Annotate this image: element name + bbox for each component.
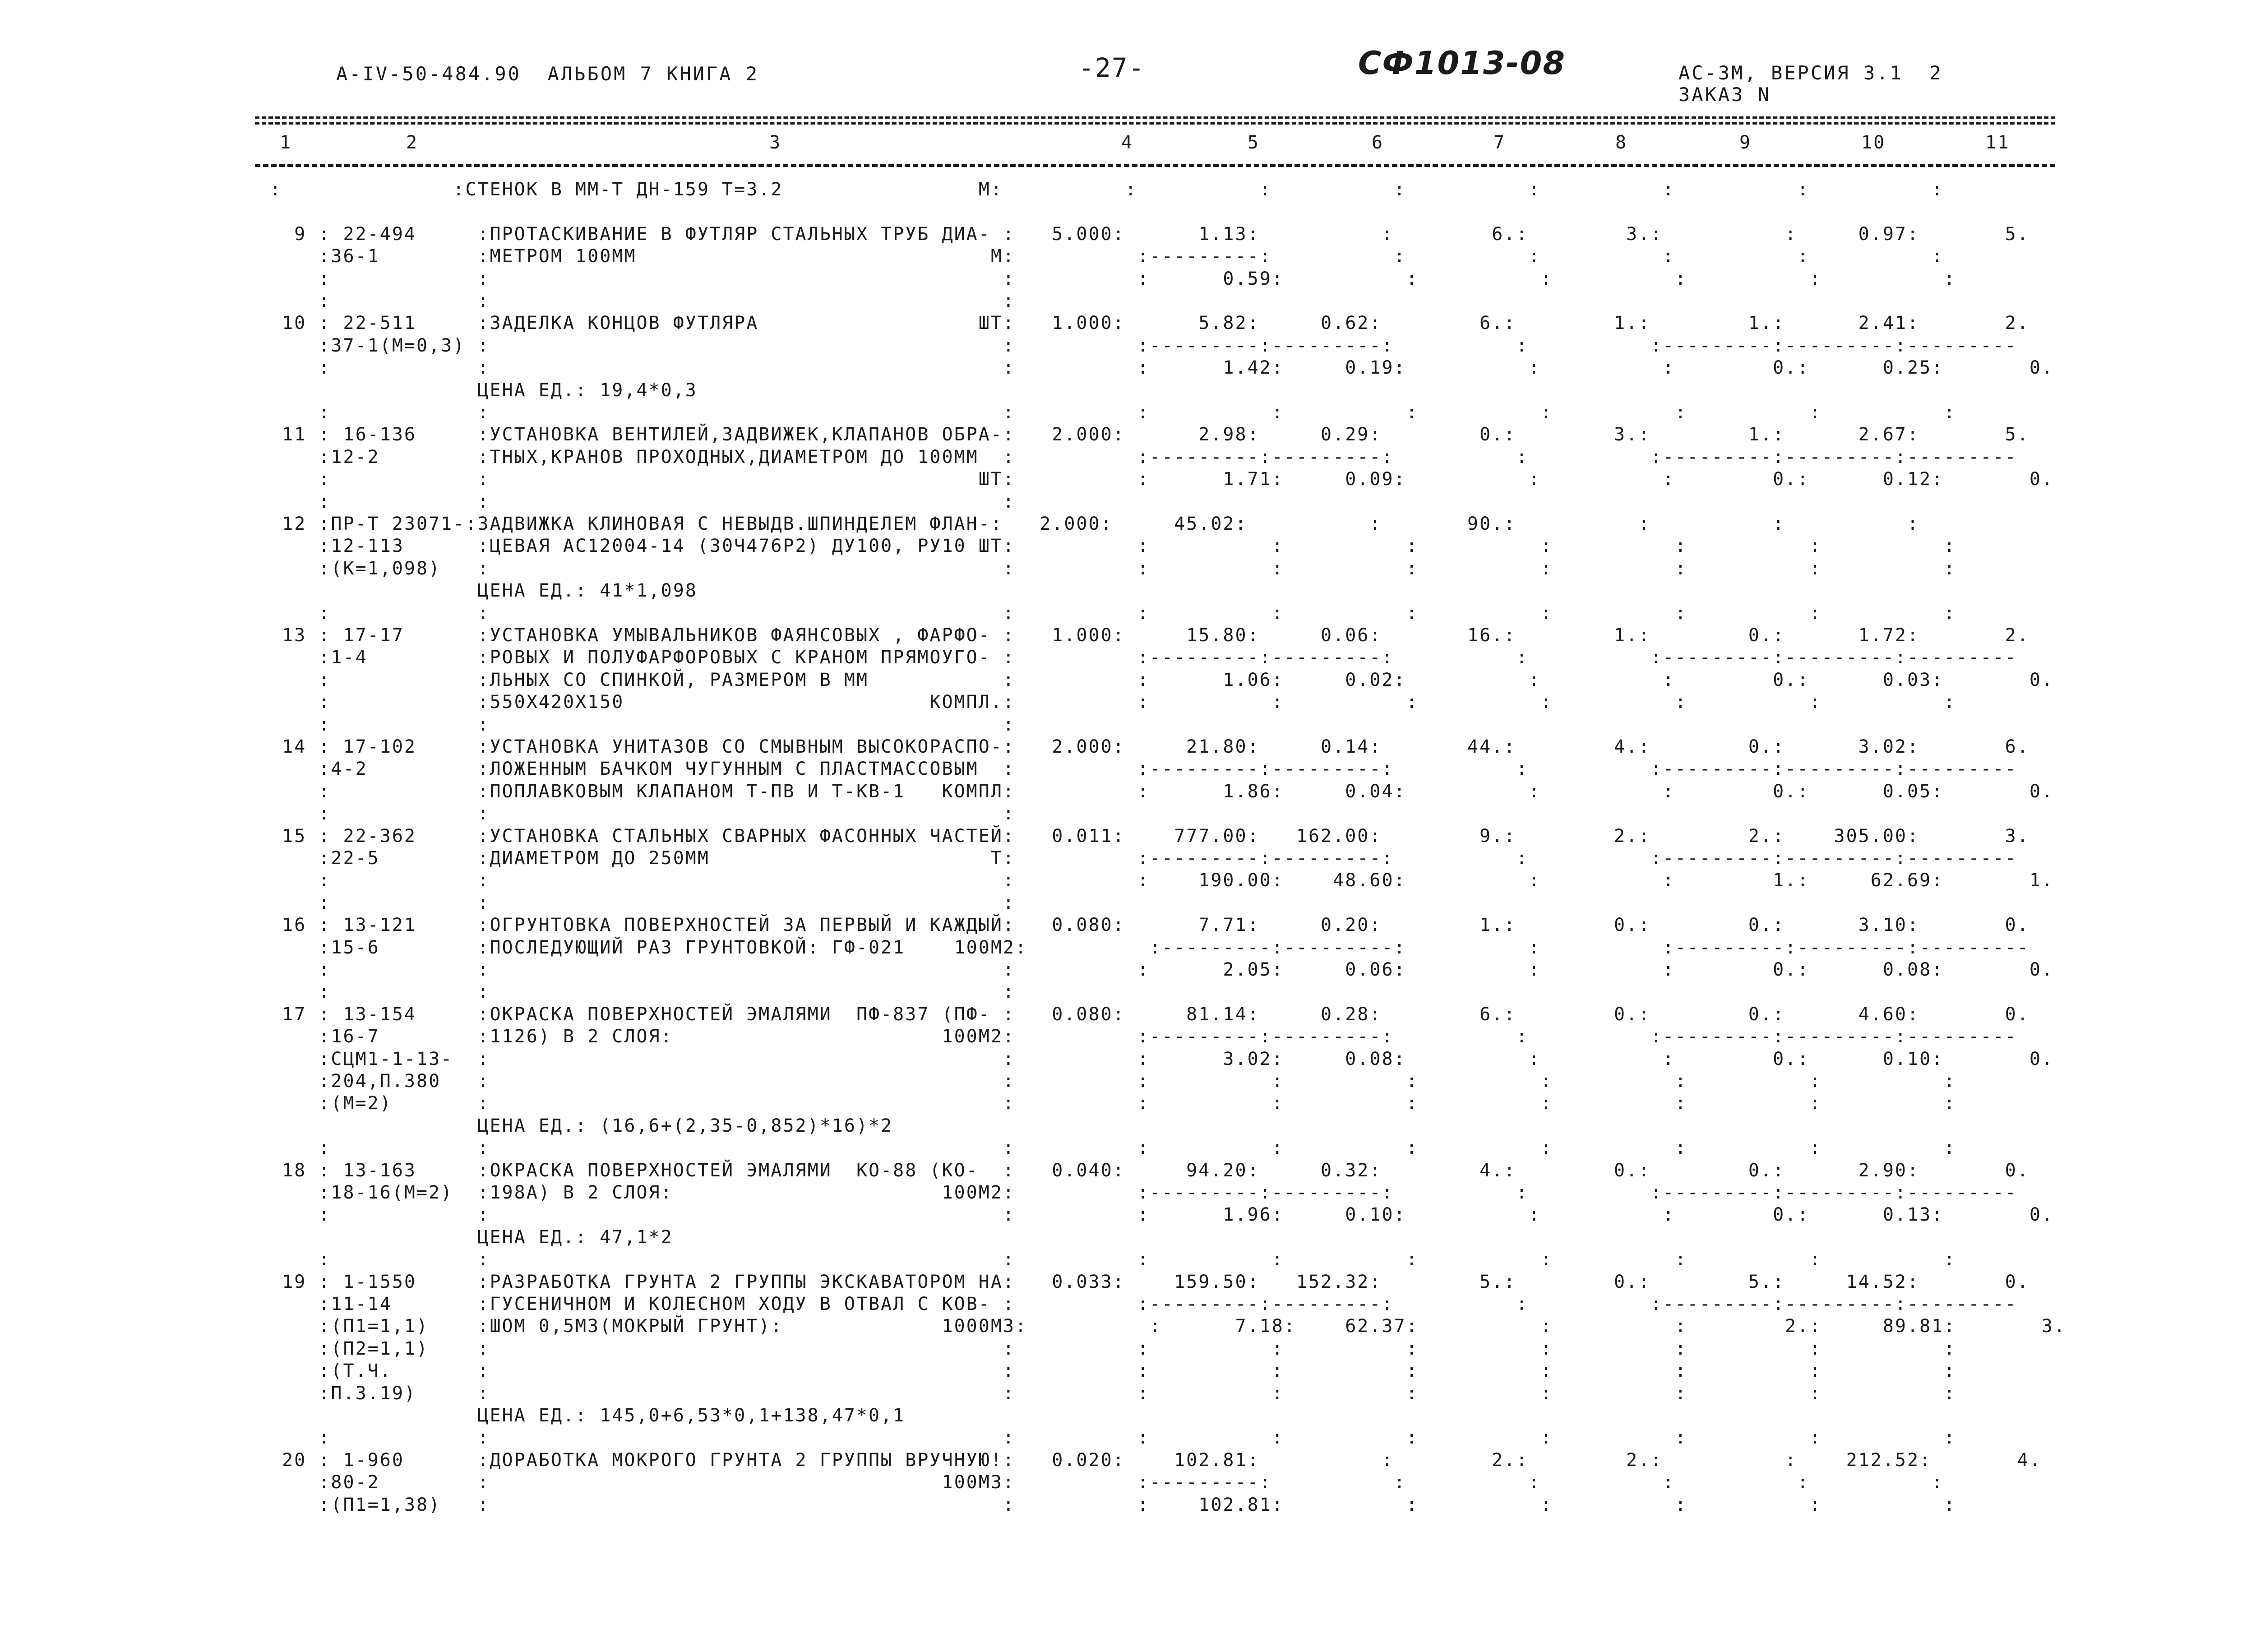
- table-line: :36-1 :МЕТРОМ 100ММ M: :---------: : : : : :: [270, 246, 1944, 267]
- col-header-4: 4: [1121, 132, 1134, 153]
- table-line: : : : : 0.59: : : : : :: [270, 268, 1956, 289]
- table-line: 20 : 1-960 :ДОРАБОТКА МОКРОГО ГРУНТА 2 ГРУППЫ ВРУЧНУЮ!: 0.020: 102.81: : 2.: 2.: : 212.52: 4.: [270, 1450, 2042, 1471]
- handwritten-stamp: СФ1013-08: [1358, 45, 1566, 82]
- table-line: 19 : 1-1550 :РАЗРАБОТКА ГРУНТА 2 ГРУППЫ ЭКСКАВАТОРОМ НА: 0.033: 159.50: 152.32: 5.: 0.: 5.: 14.52: 0.: [270, 1272, 2029, 1292]
- table-line: : : :: [270, 714, 1016, 735]
- table-line: 9 : 22-494 :ПРОТАСКИВАНИЕ В ФУТЛЯР СТАЛЬНЫХ ТРУБ ДИА- : 5.000: 1.13: : 6.: 3.: : 0.97: 5.: [270, 224, 2029, 245]
- col-header-7: 7: [1493, 132, 1506, 153]
- page-number: -27-: [1078, 52, 1145, 83]
- table-line: :1-4 :РОВЫХ И ПОЛУФАРФОРОВЫХ С КРАНОМ ПРЯМОУГО- : :---------:---------: : :---------:---------:---------: [270, 647, 2017, 668]
- table-line: : : ШТ: : 1.71: 0.09: : : 0.: 0.12: 0.: [270, 469, 2054, 490]
- table-line: : : : : 190.00: 48.60: : : 1.: 62.69: 1.: [270, 870, 2054, 891]
- table-line: :(К=1,098) : : : : : : : : :: [270, 558, 1956, 579]
- table-line: : : : : : : : : : :: [270, 1138, 1956, 1158]
- table-line: : : : : 1.42: 0.19: : : 0.: 0.25: 0.: [270, 357, 2054, 378]
- table-line: :22-5 :ДИАМЕТРОМ ДО 250ММ Т: :---------:---------: : :---------:---------:---------: [270, 848, 2017, 869]
- col-header-1: 1: [280, 132, 292, 153]
- col-header-9: 9: [1739, 132, 1752, 153]
- table-line: : :ЛЬНЫХ СО СПИНКОЙ, РАЗМЕРОМ В ММ : : 1.06: 0.02: : : 0.: 0.03: 0.: [270, 670, 2054, 690]
- table-line: : : : : : : : : : :: [270, 402, 1956, 423]
- table-line: : :ПОПЛАВКОВЫМ КЛАПАНОМ Т-ПВ И Т-КВ-1 КОМПЛ: : 1.86: 0.04: : : 0.: 0.05: 0.: [270, 781, 2054, 802]
- table-line: :(П2=1,1) : : : : : : : : :: [270, 1338, 1956, 1359]
- col-header-10: 10: [1861, 132, 1886, 153]
- table-line: : : :: [270, 491, 1016, 512]
- table-line: :37-1(М=0,3) : : :---------:---------: : :---------:---------:---------: [270, 335, 2017, 356]
- table-line: ЦЕНА ЕД.: 145,0+6,53*0,1+138,47*0,1: [270, 1405, 906, 1426]
- table-line: :12-2 :ТНЫХ,КРАНОВ ПРОХОДНЫХ,ДИАМЕТРОМ ДО 100ММ : :---------:---------: : :---------:---------:---------: [270, 447, 2017, 467]
- table-line: : : :: [270, 893, 1016, 913]
- table-line: : : : : : : : : : :: [270, 1427, 1956, 1448]
- table-line: : : : : : : : : : :: [270, 603, 1956, 624]
- table-line: : : : : 1.96: 0.10: : : 0.: 0.13: 0.: [270, 1204, 2054, 1225]
- table-line: 11 : 16-136 :УСТАНОВКА ВЕНТИЛЕЙ,ЗАДВИЖЕК,КЛАПАНОВ ОБРА-: 2.000: 2.98: 0.29: 0.: 3.: 1.: 2.67: 5.: [270, 424, 2029, 445]
- table-line: :(П1=1,1) :ШОМ 0,5М3(МОКРЫЙ ГРУНТ): 1000М3: : 7.18: 62.37: : : 2.: 89.81: 3.: [270, 1316, 2066, 1337]
- col-header-6: 6: [1372, 132, 1384, 153]
- table-line: :(М=2) : : : : : : : : :: [270, 1093, 1956, 1114]
- table-line: :12-113 :ЦЕВАЯ АС12004-14 (30Ч476Р2) ДУ100, РУ10 ШТ: : : : : : : :: [270, 536, 1956, 556]
- col-header-3: 3: [769, 132, 782, 153]
- col-header-8: 8: [1615, 132, 1628, 153]
- table-line: :П.3.19) : : : : : : : : :: [270, 1383, 1956, 1404]
- table-line: ЦЕНА ЕД.: 47,1*2: [270, 1227, 673, 1248]
- table-line: : : :: [270, 291, 1016, 311]
- table-line: : : : : 2.05: 0.06: : : 0.: 0.08: 0.: [270, 959, 2054, 980]
- table-line: : :550Х420Х150 КОМПЛ.: : : : : : : :: [270, 692, 1956, 713]
- table-line: : :СТЕНОК В ММ-Т ДН-159 Т=3.2 M: : : : : : : :: [270, 179, 1944, 200]
- table-line: : : :: [270, 981, 1016, 1002]
- table-line: :18-16(М=2) :198А) В 2 СЛОЯ: 100М2: :---------:---------: : :---------:---------:---------: [270, 1182, 2017, 1203]
- table-line: 14 : 17-102 :УСТАНОВКА УНИТАЗОВ СО СМЫВНЫМ ВЫСОКОРАСПО-: 2.000: 21.80: 0.14: 44.: 4.: 0.: 3.02: 6.: [270, 736, 2029, 757]
- table-line: :204,П.380 : : : : : : : : :: [270, 1071, 1956, 1092]
- table-line: : : :: [270, 803, 1016, 824]
- col-header-5: 5: [1248, 132, 1260, 153]
- order-number: ЗАКАЗ N: [1678, 83, 1771, 106]
- table-line: ЦЕНА ЕД.: (16,6+(2,35-0,852)*16)*2: [270, 1115, 893, 1136]
- table-line: 16 : 13-121 :ОГРУНТОВКА ПОВЕРХНОСТЕЙ ЗА ПЕРВЫЙ И КАЖДЫЙ: 0.080: 7.71: 0.20: 1.: 0.: 0.: 3.10: 0.: [270, 915, 2029, 935]
- table-line: 15 : 22-362 :УСТАНОВКА СТАЛЬНЫХ СВАРНЫХ ФАСОННЫХ ЧАСТЕЙ: 0.011: 777.00: 162.00: 9.: 2.: 2.: 305.00: 3.: [270, 826, 2029, 847]
- table-line: :(П1=1,38) : : : 102.81: : : : : :: [270, 1495, 1956, 1515]
- table-line: :11-14 :ГУСЕНИЧНОМ И КОЛЕСНОМ ХОДУ В ОТВАЛ С КОВ- : :---------:---------: : :---------:---------:---------: [270, 1294, 2017, 1314]
- table-line: :16-7 :1126) В 2 СЛОЯ: 100М2: :---------:---------: : :---------:---------:---------: [270, 1026, 2017, 1047]
- software-version: АС-3М, ВЕРСИЯ 3.1 2: [1678, 62, 1943, 84]
- table-line: 18 : 13-163 :ОКРАСКА ПОВЕРХНОСТЕЙ ЭМАЛЯМИ КО-88 (КО- : 0.040: 94.20: 0.32: 4.: 0.: 0.: 2.90: 0.: [270, 1160, 2029, 1181]
- table-line: :(Т.Ч. : : : : : : : : :: [270, 1360, 1956, 1381]
- table-line: 17 : 13-154 :ОКРАСКА ПОВЕРХНОСТЕЙ ЭМАЛЯМИ ПФ-837 (ПФ- : 0.080: 81.14: 0.28: 6.: 0.: 0.: 4.60: 0.: [270, 1004, 2029, 1025]
- table-line: ЦЕНА ЕД.: 19,4*0,3: [270, 380, 698, 401]
- col-header-11: 11: [1985, 132, 2010, 153]
- top-rule: [255, 116, 2055, 125]
- table-line: :80-2 : 100М3: :---------: : : : : :: [270, 1472, 1944, 1493]
- table-line: :4-2 :ЛОЖЕННЫМ БАЧКОМ ЧУГУННЫМ С ПЛАСТМАССОВЫМ : :---------:---------: : :---------:---------:---------: [270, 759, 2017, 779]
- table-line: :СЦМ1-1-13- : : : 3.02: 0.08: : : 0.: 0.10: 0.: [270, 1049, 2054, 1069]
- table-line: ЦЕНА ЕД.: 41*1,098: [270, 580, 698, 601]
- table-line: 13 : 17-17 :УСТАНОВКА УМЫВАЛЬНИКОВ ФАЯНСОВЫХ , ФАРФО- : 1.000: 15.80: 0.06: 16.: 1.: 0.: 1.72: 2.: [270, 625, 2029, 646]
- table-line: 12 :ПР-Т 23071-:ЗАДВИЖКА КЛИНОВАЯ С НЕВЫДВ.ШПИНДЕЛЕМ ФЛАН-: 2.000: 45.02: : 90.: : : :: [270, 514, 1920, 534]
- table-line: 10 : 22-511 :ЗАДЕЛКА КОНЦОВ ФУТЛЯРА ШТ: 1.000: 5.82: 0.62: 6.: 1.: 1.: 2.41: 2.: [270, 313, 2029, 333]
- document-code: А-IV-50-484.90 АЛЬБОМ 7 КНИГА 2: [336, 63, 759, 85]
- col-header-2: 2: [406, 132, 419, 153]
- table-line: : : : : : : : : : :: [270, 1249, 1956, 1270]
- table-line: :15-6 :ПОСЛЕДУЮЩИЙ РАЗ ГРУНТОВКОЙ: ГФ-021 100М2: :---------:---------: : :---------:---------:---------: [270, 937, 2029, 958]
- header-rule: [255, 164, 2055, 167]
